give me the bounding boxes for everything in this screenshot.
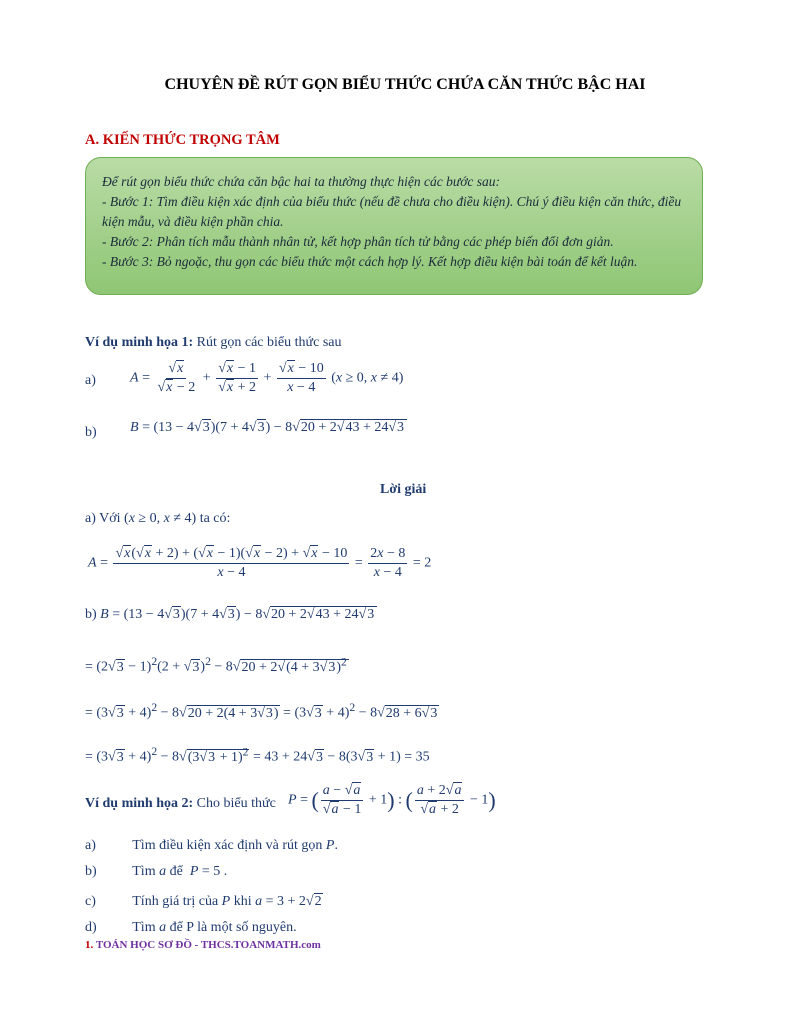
solution-b-line-2: = $(2√3 - 1)^2(2 + √3)^2 - 8√20 + 2√(4 + 3√3)^2$ [85, 655, 347, 675]
box-line-2: - Bước 1: Tìm điều kiện xác định của biểu thức (nếu đề chưa cho điều kiện). Chú ý điều kiện căn thức, điều kiện mẫu, và điều kiện phần chia. [102, 194, 682, 229]
solution-b-line-1: b) B = (13 − 4√3)(7 + 4√3) − 8√20 + 2√43 + 24√3 [85, 607, 377, 623]
example-1-label-b: b) [85, 425, 97, 440]
example-1-label-a: a) [85, 373, 96, 388]
page-title: CHUYÊN ĐỀ RÚT GỌN BIỂU THỨC CHỨA CĂN THỨC BẬC HAI [164, 76, 646, 93]
solution-heading: Lời giải [380, 482, 427, 497]
box-line-3: - Bước 2: Phân tích mẫu thành nhân tử, kết hợp phân tích tử bằng các phép biến đổi đơn giản. [102, 234, 614, 249]
formula-b: B = (13 − 4√3)(7 + 4√3) − 8√20 + 2√43 + 24√3 [130, 420, 407, 436]
example-1-title: Ví dụ minh họa 1: Rút gọn các biểu thức sau [85, 335, 342, 350]
example-2-item-a: a) Tìm điều kiện xác định và rút gọn P. [85, 838, 338, 853]
section-heading-a: A. KIẾN THỨC TRỌNG TÂM [85, 132, 280, 148]
box-line-1: Để rút gọn biểu thức chứa căn bậc hai ta thường thực hiện các bước sau: [102, 174, 501, 189]
formula-p: P = ( $\frac{a - √a}{√a - 1}$ + 1) : ( $\frac{a + 2√a}{√a + 2}$ − 1) [288, 783, 496, 817]
example-2-title: Ví dụ minh họa 2: Cho biểu thức [85, 796, 276, 811]
solution-a-intro: a) Với (x ≥ 0, x ≠ 4) ta có: [85, 511, 231, 526]
summary-box [85, 157, 703, 295]
solution-b-line-4: = $(3√3 + 4)^2 - 8√(3√3 + 1)^2 = 43 + 24√3 - 8(3√3 + 1) = 35$ [85, 745, 430, 765]
example-2-item-d: d) Tìm a để P là một số nguyên. [85, 920, 297, 935]
example-2-item-c: c) Tính giá trị của P khi a = 3 + 2√2 [85, 894, 322, 909]
formula-a: A = $\frac{√x}{√x - 2}$ + $\frac{√x - 1}{√x + 2}$ + $\frac{√x - 10}{x - 4}$ (x ≥ 0, x ≠ 4) [130, 361, 404, 395]
page-footer: 1. TOÁN HỌC SƠ ĐỒ - THCS.TOANMATH.com [85, 939, 321, 951]
footer-link[interactable]: TOÁN HỌC SƠ ĐỒ - THCS.TOANMATH.com [95, 939, 321, 951]
solution-b-line-3: = $(3√3 + 4)^2 - 8√20 + 2(4 + 3√3) = (3√3 + 4)^2 - 8√28 + 6√3$ [85, 701, 438, 721]
solution-a-formula: A = $\frac{√x(√x + 2) + (√x - 1)(√x - 2) + √x - 10}{x - 4}$ = $\frac{2x - 8}{x - 4}$ = 2 [88, 546, 432, 580]
box-line-4: - Bước 3: Bỏ ngoặc, thu gọn các biểu thức một cách hợp lý. Kết hợp điều kiện bài toán để kết luận. [102, 254, 638, 269]
example-2-item-b: b) Tìm a để P = 5 . [85, 864, 228, 879]
